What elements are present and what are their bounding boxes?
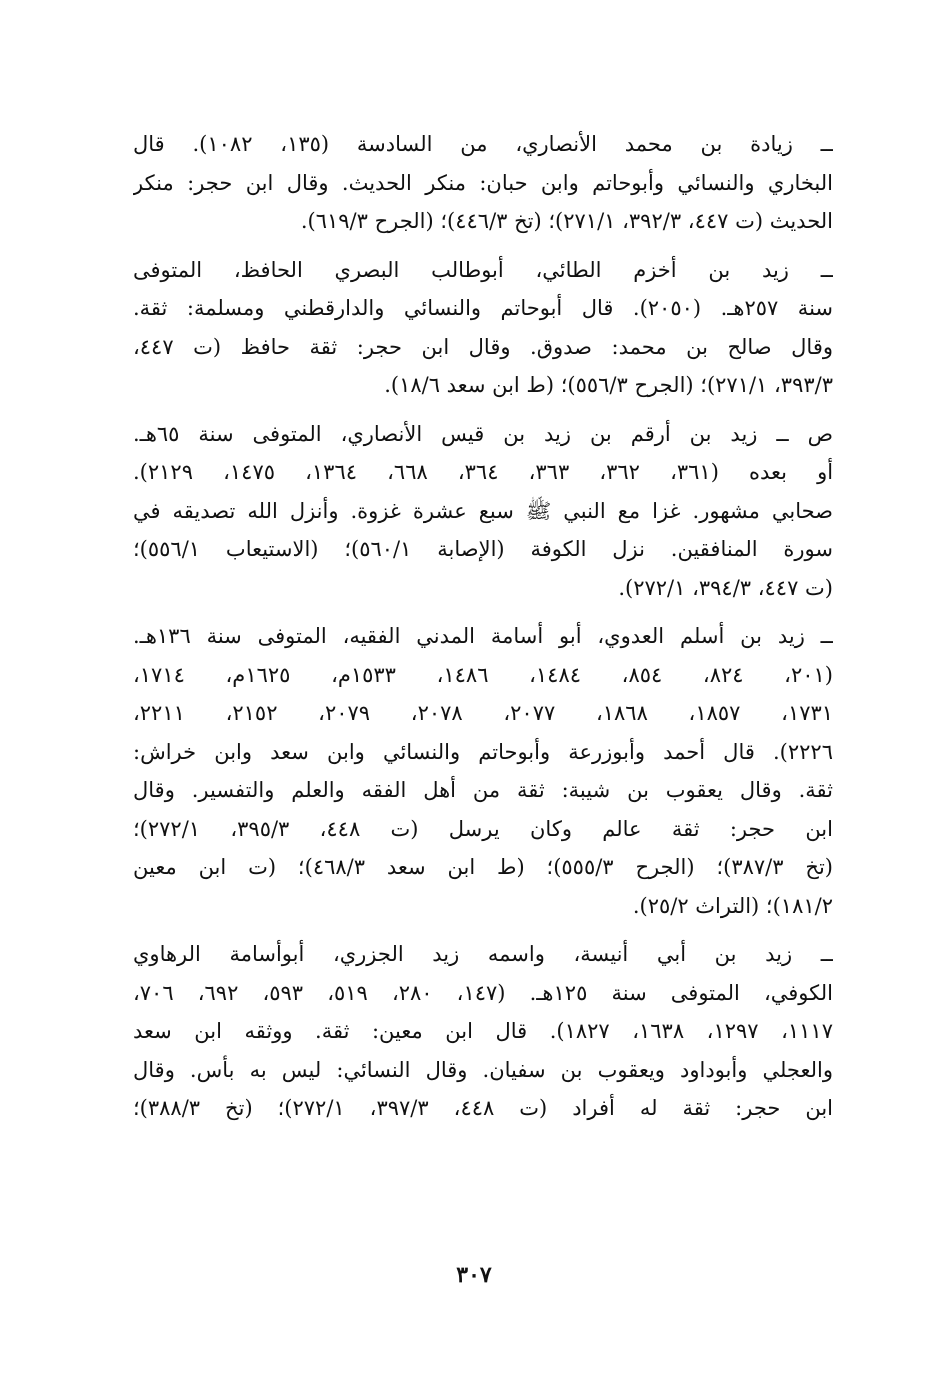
text-line: البخاري والنسائي وأبوحاتم وابن حبان: منكر الحديث. وقال ابن حجر: منكر (133, 170, 833, 195)
text-line: سنة ٢٥٧هـ. (٢٠٥٠). قال أبوحاتم والنسائي والدارقطني ومسلمة: ثقة. (133, 296, 833, 320)
text-line: والعجلي وأبوداود ويعقوب بن سفيان. وقال النسائي: ليس به بأس. وقال (133, 1057, 833, 1082)
text-line: ١٨١/٢)؛ (التراث ٢٥/٢). (632, 893, 833, 918)
text-line: أو بعده (٣٦١، ٣٦٢، ٣٦٣، ٣٦٤، ٦٦٨، ١٣٦٤، ١٤٧٥، ٢١٢٩). (133, 460, 833, 484)
text-line: (ت ٤٤٧، ٣٩٤/٣، ٢٧٢/١). (618, 575, 833, 600)
text-line: ابن حجر: ثقة له أفراد (ت ٤٤٨، ٣٩٧/٣، ٢٧٢/١)؛ (تخ ٣٨٨/٣)؛ (133, 1096, 833, 1120)
entry-zayd-bin-aslam (133, 617, 833, 925)
text-column (133, 125, 833, 1138)
entry-zayd-bin-akhzam (133, 251, 833, 405)
entry-ziyada-bin-muhammad (133, 125, 833, 241)
text-line: (تخ ٣٨٧/٣)؛ (الجرح ٥٥٥/٣)؛ (ط ابن سعد ٤٦٨/٣)؛ (ت ابن معين (133, 855, 833, 879)
text-line: سورة المنافقين. نزل الكوفة (الإصابة ٥٦٠/١)؛ (الاستيعاب ٥٥٦/١)؛ (133, 537, 833, 561)
text-line: الكوفي، المتوفى سنة ١٢٥هـ. (١٤٧، ٢٨٠، ٥١٩، ٥٩٣، ٦٩٢، ٧٠٦، (133, 980, 833, 1005)
text-line: ــ زيادة بن محمد الأنصاري، من السادسة (١٣٥، ١٠٨٢). قال (133, 132, 833, 156)
text-line: ــ زيد بن أخزم الطائي، أبوطالب البصري الحافظ، المتوفى (133, 257, 833, 282)
text-line: ثقة. وقال يعقوب بن شيبة: ثقة من أهل الفقه والعلم والتفسير. وقال (133, 778, 833, 802)
page-number: ٣٠٧ (456, 1262, 492, 1288)
text-line: ٢٢٢٦). قال أحمد وأبوزرعة وأبوحاتم والنسائي وابن سعد وابن خراش: (133, 739, 833, 764)
text-line: ٣٩٣/٣، ٢٧١/١)؛ (الجرح ٥٥٦/٣)؛ (ط ابن سعد ١٨/٦). (384, 373, 833, 397)
text-line: ١١١٧، ١٢٩٧، ١٦٣٨، ١٨٢٧). قال ابن معين: ثقة. ووثقه ابن سعد (133, 1019, 833, 1043)
text-line: ابن حجر: ثقة عالم وكان يرسل (ت ٤٤٨، ٣٩٥/٣، ٢٧٢/١)؛ (133, 816, 833, 841)
text-line: صحابي مشهور. غزا مع النبي ﷺ سبع عشرة غزوة. وأنزل الله تصديقه في (133, 498, 833, 523)
text-line: ١٧٣١، ١٨٥٧، ١٨٦٨، ٢٠٧٧، ٢٠٧٨، ٢٠٧٩، ٢١٥٢، ٢٢١١، (133, 701, 833, 725)
entry-zayd-bin-abi-unaysa (133, 935, 833, 1128)
text-line: ــ زيد بن أبي أنيسة، واسمه زيد الجزري، أبوأسامة الرهاوي (133, 942, 833, 966)
text-line: (٢٠١، ٨٢٤، ٨٥٤، ١٤٨٤، ١٤٨٦، ١٥٣٣م، ١٦٢٥م، ١٧١٤، (133, 662, 833, 687)
text-line: وقال صالح بن محمد: صدوق. وقال ابن حجر: ثقة حافظ (ت ٤٤٧، (133, 334, 833, 359)
text-line: ــ زيد بن أسلم العدوي، أبو أسامة المدني الفقيه، المتوفى سنة ١٣٦هـ. (133, 624, 833, 648)
text-line: ص ــ زيد بن أرقم بن زيد بن قيس الأنصاري، المتوفى سنة ٦٥هـ. (133, 421, 833, 446)
text-line: الحديث (ت ٤٤٧، ٣٩٢/٣، ٢٧١/١)؛ (تخ ٤٤٦/٣)؛ (الجرح ٦١٩/٣). (300, 209, 833, 233)
entry-zayd-bin-arqam (133, 415, 833, 608)
